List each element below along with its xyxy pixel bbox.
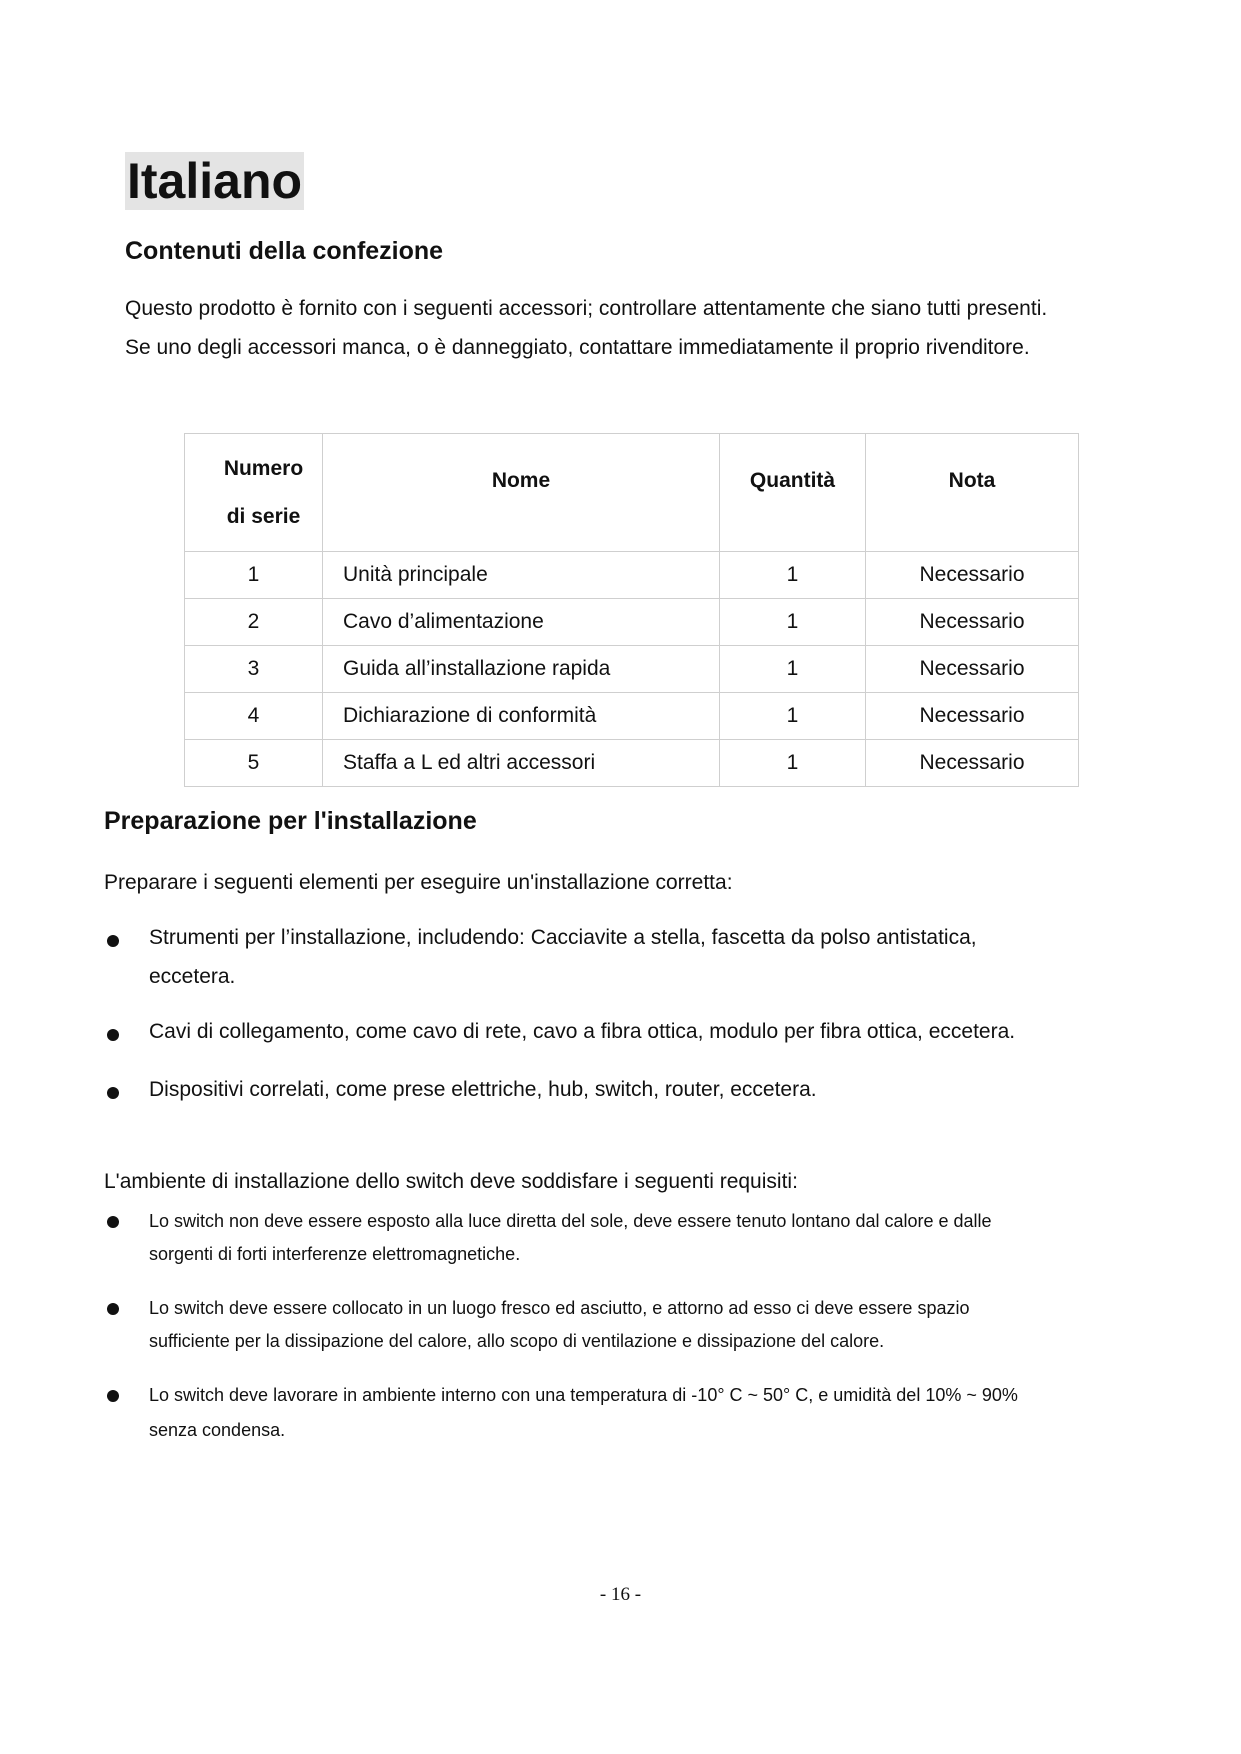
- preparation-item-1-line-1: Strumenti per l’installazione, includendo: Cacciavite a stella, fascetta da polso antistatica,: [149, 926, 977, 949]
- header-number: [185, 434, 323, 552]
- cell-note: Necessario: [866, 552, 1079, 599]
- bullet-icon: [107, 1029, 119, 1041]
- preparation-intro: Preparare i seguenti elementi per eseguire un'installazione corretta:: [104, 871, 733, 894]
- page-number: - 16 -: [599, 1584, 642, 1605]
- contents-paragraph-line-2: Se uno degli accessori manca, o è danneggiato, contattare immediatamente il proprio rivenditore.: [125, 336, 1030, 359]
- preparation-item-3: Dispositivi correlati, come prese elettriche, hub, switch, router, eccetera.: [149, 1078, 817, 1101]
- cell-note: Necessario: [866, 646, 1079, 693]
- cell-note: Necessario: [866, 740, 1079, 787]
- table-header-row: [185, 434, 1079, 552]
- bullet-icon: [107, 1087, 119, 1099]
- cell-note: Necessario: [866, 599, 1079, 646]
- cell-number: 4: [185, 693, 323, 740]
- table-row: [185, 646, 1079, 693]
- environment-item-2-line-2: sufficiente per la dissipazione del calore, allo scopo di ventilazione e dissipazione del calore.: [149, 1331, 885, 1351]
- contents-heading: Contenuti della confezione: [125, 237, 444, 265]
- cell-quantity: 1: [720, 599, 866, 646]
- bullet-icon: [107, 1303, 119, 1315]
- cell-name: Unità principale: [323, 552, 720, 599]
- environment-item-3-line-1: Lo switch deve lavorare in ambiente interno con una temperatura di -10° C ~ 50° C, e umidità del 10% ~ 90%: [149, 1385, 1018, 1405]
- bullet-icon: [107, 1390, 119, 1402]
- cell-name: Dichiarazione di conformità: [323, 693, 720, 740]
- environment-item-1-line-2: sorgenti di forti interferenze elettromagnetiche.: [149, 1244, 521, 1264]
- cell-quantity: 1: [720, 646, 866, 693]
- cell-name: Cavo d’alimentazione: [323, 599, 720, 646]
- environment-item-3-line-2: senza condensa.: [149, 1420, 286, 1440]
- environment-intro: L'ambiente di installazione dello switch deve soddisfare i seguenti requisiti:: [104, 1170, 798, 1193]
- bullet-icon: [107, 935, 119, 947]
- preparation-item-2: Cavi di collegamento, come cavo di rete, cavo a fibra ottica, modulo per fibra ottica, eccetera.: [149, 1020, 1016, 1043]
- contents-paragraph-line-1: Questo prodotto è fornito con i seguenti accessori; controllare attentamente che siano tutti presenti.: [125, 297, 1048, 320]
- language-title: Italiano: [127, 153, 303, 209]
- table-row: [185, 693, 1079, 740]
- preparation-item-1-line-2: eccetera.: [149, 965, 236, 988]
- header-number-line-2: di serie: [226, 504, 301, 528]
- cell-quantity: 1: [720, 552, 866, 599]
- table-row: [185, 552, 1079, 599]
- header-number-line-1: Numero: [223, 456, 304, 480]
- cell-quantity: 1: [720, 740, 866, 787]
- cell-number: 1: [185, 552, 323, 599]
- cell-name: Staffa a L ed altri accessori: [323, 740, 720, 787]
- cell-number: 3: [185, 646, 323, 693]
- cell-note: Necessario: [866, 693, 1079, 740]
- cell-number: 2: [185, 599, 323, 646]
- environment-item-2-line-1: Lo switch deve essere collocato in un luogo fresco ed asciutto, e attorno ad esso ci deve essere spazio: [149, 1298, 970, 1318]
- header-quantity: Quantità: [720, 434, 866, 552]
- header-name: Nome: [323, 434, 720, 552]
- preparation-heading: Preparazione per l'installazione: [104, 807, 477, 835]
- header-note: Nota: [866, 434, 1079, 552]
- environment-item-1-line-1: Lo switch non deve essere esposto alla luce diretta del sole, deve essere tenuto lontano dal calore e dalle: [149, 1211, 992, 1231]
- cell-name: Guida all’installazione rapida: [323, 646, 720, 693]
- bullet-icon: [107, 1216, 119, 1228]
- accessories-table: [184, 433, 1079, 787]
- cell-quantity: 1: [720, 693, 866, 740]
- cell-number: 5: [185, 740, 323, 787]
- table-row: [185, 599, 1079, 646]
- table-row: [185, 740, 1079, 787]
